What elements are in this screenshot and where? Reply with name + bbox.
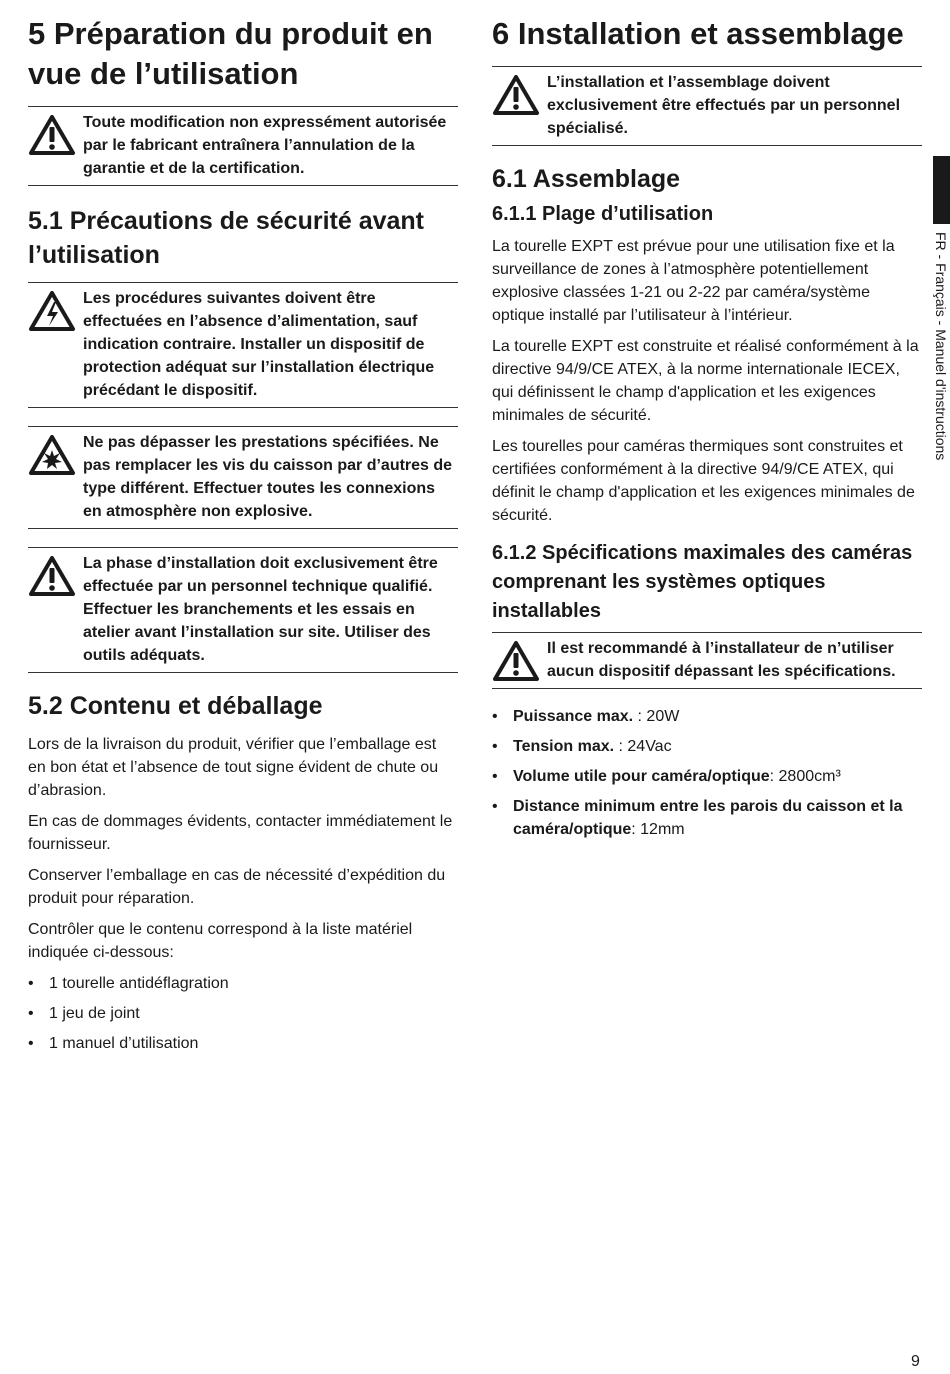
list-item: • 1 tourelle antidéflagration <box>28 972 458 995</box>
warning-triangle-exclamation-icon <box>492 640 540 682</box>
spec-label: Tension max. <box>513 738 615 755</box>
paragraph: Contrôler que le contenu correspond à la liste matériel indiquée ci-dessous: <box>28 921 413 961</box>
warning-triangle-exclamation-icon <box>28 555 76 597</box>
contents-list <box>28 972 458 1055</box>
section-6-1-2-heading: 6.1.2 Spécifications maximales des caméras comprenant les systèmes optiques installables <box>492 542 913 622</box>
warning-text: Ne pas dépasser les prestations spécifiées. Ne pas remplacer les vis du caisson par d’autres de type différent. Effectuer toutes les connexions en atmosphère non explosive. <box>83 434 453 520</box>
warning-box-installation <box>28 547 458 673</box>
electric-shock-warning-icon <box>28 290 76 332</box>
spec-item <box>492 795 922 841</box>
paragraph: Conserver l’emballage en cas de nécessité d’expédition du produit pour réparation. <box>28 867 446 907</box>
left-column <box>28 14 458 1062</box>
warning-text: Les procédures suivantes doivent être effectuées en l’absence d’alimentation, sauf indication contraire. Installer un dispositif de protection adéquat sur l’installation électrique précédant le dispositif. <box>83 290 435 399</box>
paragraph: Les tourelles pour caméras thermiques sont construites et certifiées conformément à la directive 94/9/CE ATEX, qui définit le champ d'application et les exigences minimales de sécurité. <box>492 438 915 524</box>
paragraph: En cas de dommages évidents, contacter immédiatement le fournisseur. <box>28 813 453 853</box>
warning-text: L’installation et l’assemblage doivent exclusivement être effectués par un personnel spécialisé. <box>547 74 901 137</box>
spec-item <box>492 735 922 758</box>
section-5-1-heading: 5.1 Précautions de sécurité avant l’utilisation <box>28 207 425 269</box>
warning-triangle-exclamation-icon <box>492 74 540 116</box>
warning-text: Il est recommandé à l’installateur de n’utiliser aucun dispositif dépassant les spécifications. <box>547 640 896 680</box>
spec-value: : 24Vac <box>614 738 672 755</box>
warning-box-specialist <box>492 66 922 146</box>
spec-value: : 20W <box>633 708 680 725</box>
warning-box-power <box>28 282 458 408</box>
warning-box-explosion <box>28 426 458 529</box>
spec-item <box>492 765 922 788</box>
list-item: • 1 manuel d’utilisation <box>28 1032 458 1055</box>
spec-value: : 12mm <box>631 821 685 838</box>
list-item: • 1 jeu de joint <box>28 1002 458 1025</box>
spec-item <box>492 705 922 728</box>
warning-text: La phase d’installation doit exclusivement être effectuée par un personnel technique qualifié. Effectuer les branchements et les essais en atelier avant l’installation sur site. Utiliser des outils adéquats. <box>83 555 438 664</box>
spec-label: Volume utile pour caméra/optique <box>513 768 770 785</box>
section-6-heading: 6 Installation et assemblage <box>492 16 904 51</box>
section-6-1-1-heading: 6.1.1 Plage d’utilisation <box>492 203 714 225</box>
warning-box-specifications <box>492 632 922 689</box>
paragraph: La tourelle EXPT est prévue pour une utilisation fixe et la surveillance de zones à l’atmosphère potentiellement explosive classées 1-21 ou 2-22 par caméra/système optique installé par l’utilisateur à l’intérieur. <box>492 238 895 324</box>
specifications-list <box>492 705 922 841</box>
side-language-label: FR - Français - Manuel d'instructions <box>933 232 949 461</box>
warning-box-modification <box>28 106 458 186</box>
spec-label: Distance minimum entre les parois du caisson et la caméra/optique <box>513 798 903 838</box>
spec-value: : 2800cm³ <box>769 768 841 785</box>
section-6-1-heading: 6.1 Assemblage <box>492 165 681 193</box>
side-tab-marker <box>933 156 950 224</box>
paragraph: Lors de la livraison du produit, vérifier que l’emballage est en bon état et l’absence de tout signe évident de chute ou d’abrasion. <box>28 736 439 799</box>
section-5-heading: 5 Préparation du produit en vue de l’utilisation <box>28 16 433 91</box>
section-5-2-heading: 5.2 Contenu et déballage <box>28 692 323 720</box>
page-number: 9 <box>911 1353 920 1370</box>
warning-triangle-exclamation-icon <box>28 114 76 156</box>
explosion-hazard-warning-icon <box>28 434 76 476</box>
warning-text: Toute modification non expressément autorisée par le fabricant entraînera l’annulation de la garantie et de la certification. <box>83 114 447 177</box>
paragraph: La tourelle EXPT est construite et réalisé conformément à la directive 94/9/CE ATEX, à la norme internationale IECEX, qui définissent le champ d'application et les exigences minimales de sécurité. <box>492 338 919 424</box>
right-column <box>492 14 922 848</box>
spec-label: Puissance max. <box>513 708 634 725</box>
